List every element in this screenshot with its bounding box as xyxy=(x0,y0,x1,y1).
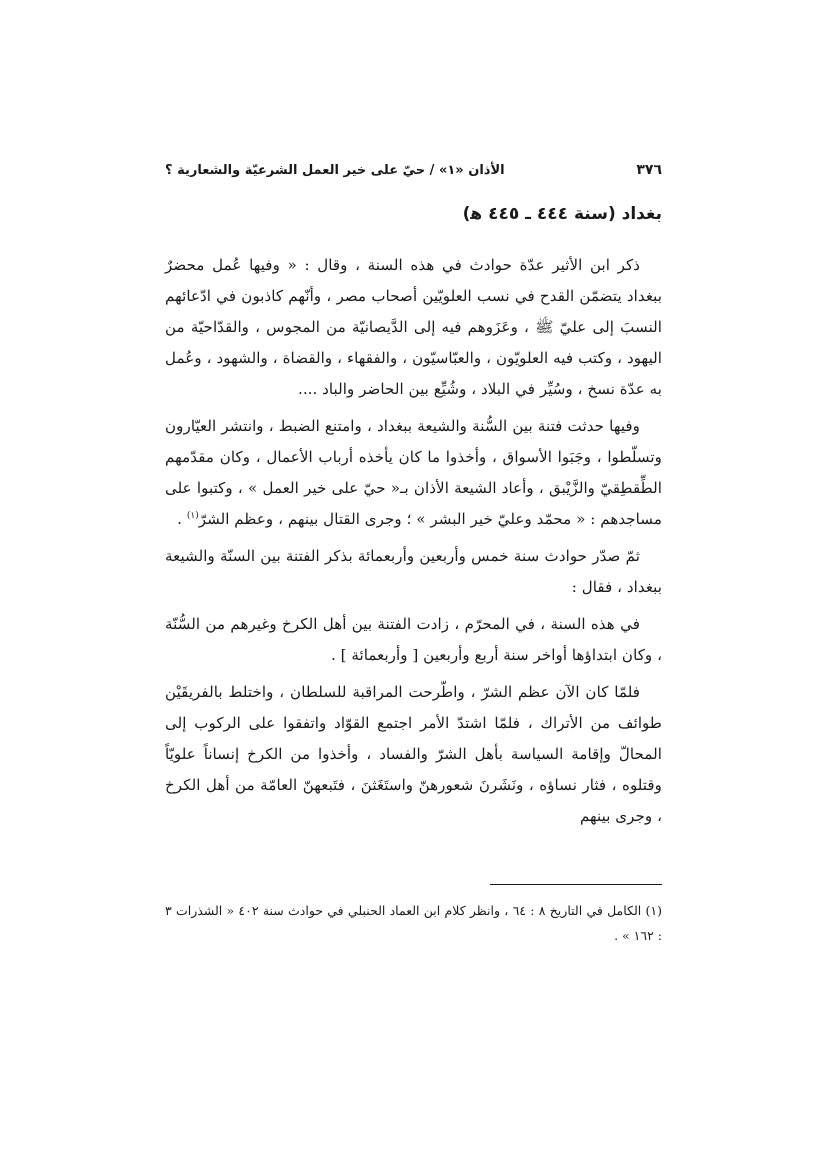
paragraph-2 xyxy=(165,411,662,535)
body-text xyxy=(165,250,662,838)
book-page xyxy=(165,0,662,1169)
running-title: الأذان «١» / حيّ على خير العمل الشرعيّة والشعارية ؟ xyxy=(165,162,505,178)
footnote-reference[interactable]: (١) xyxy=(186,510,199,521)
footnote-divider xyxy=(490,884,662,885)
section-title: بغداد (سنة ٤٤٤ ـ ٤٤٥ ﻫ) xyxy=(462,204,662,224)
paragraph-3: ثمّ صدّر حوادث سنة خمس وأربعين وأربعمائة بذكر الفتنة بين السنّة والشيعة ببغداد ، فقال : xyxy=(165,547,662,596)
paragraph-2-text: وفيها حدثت فتنة بين السُّنة والشيعة ببغداد ، وامتنع الضبط ، وانتشر العيّارون وتسلّطوا ، وجَبَوا الأسواق ، وأخذوا ما كان يأخذه أرباب الأعمال ، وكان مقدّمهم الطِّقطِقيّ والزَّيْبق ، وأعاد الشيعة الأذان بـ« حيّ على خير العمل » ، وكتبوا على مساجدهم : « محمّد وعليّ خير البشر » ؛ وجرى القتال بينهم ، وعظم الشرّ xyxy=(165,417,662,528)
footnote: (١) الكامل في التاريخ ٨ : ٦٤ ، وانظر كلام ابن العماد الحنبلي في حوادث سنة ٤٠٢ « الشذرات ٣ : ١٦٢ » . xyxy=(165,903,662,943)
paragraph-1: ذكر ابن الأثير عدّة حوادث في هذه السنة ، وقال : « وفيها عُمل محضرٌ ببغداد يتضمّن القدح في نسب العلويّين أصحاب مصر ، وأنّهم كاذبون في ادّعائهم النسبَ إلى عليّ ﷺ ، وعَزَوهم فيه إلى الدَّيصانيّة من المجوس ، والقدّاحيّة من اليهود ، وكتب فيه العلويّون ، والعبّاسيّون ، والفقهاء ، والقضاة ، والشهود ، وعُمل به عدّة نسخ ، وسُيِّر في البلاد ، وشُيِّع بين الحاضر والباد .... xyxy=(165,256,662,398)
paragraph-4: في هذه السنة ، في المحرّم ، زادت الفتنة بين أهل الكرخ وغيرهم من السُّنّة ، وكان ابتداؤها أواخر سنة أربع وأربعين [ وأربعمائة ] . xyxy=(165,615,662,664)
page-number: ٣٧٦ xyxy=(636,162,662,178)
paragraph-2-end: . xyxy=(177,510,187,528)
page-header xyxy=(165,158,662,182)
paragraph-5: فلمّا كان الآن عظم الشرّ ، واطّرحت المراقبة للسلطان ، واختلط بالفريقَيْن طوائف من الأتراك ، فلمّا اشتدّ الأمر اجتمع القوّاد واتفقوا على الركوب إلى المحالّ وإقامة السياسة بأهل الشرّ والفساد ، وأخذوا من الكرخ إنساناً علويّاً وقتلوه ، فثار نساؤه ، ونَشَرنَ شعورهنّ واستَغَثنَ ، فتَبعهنّ العامّة من أهل الكرخ ، وجرى بينهم xyxy=(165,683,662,825)
